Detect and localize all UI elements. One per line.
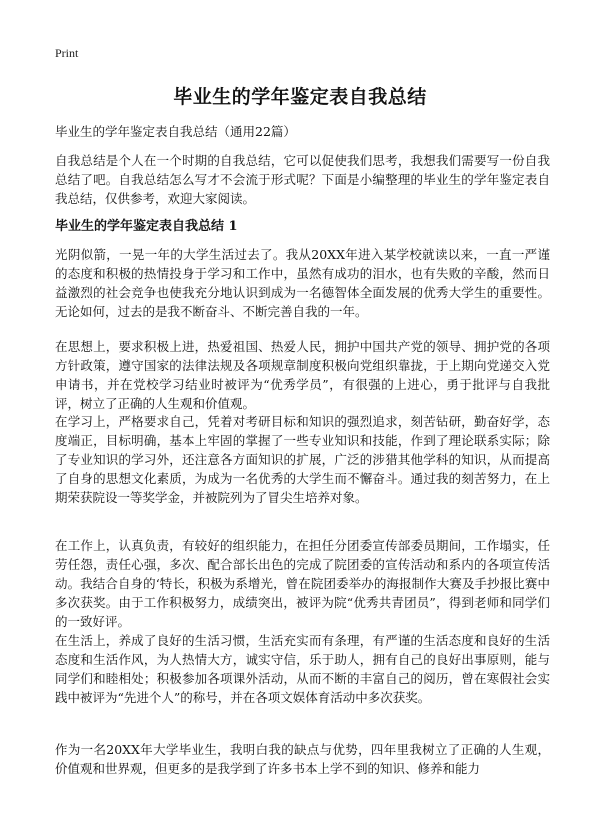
body-paragraph: 在工作上，认真负责，有较好的组织能力，在担任分团委宣传部委员期间，工作塌实，任劳任怨，责任心强，多次、配合部长出色的完成了院团委的宣传活动和系内的各项宣传活动。我结合自身的‘特长，积极为系增光，曾在院团委举办的海报制作大赛及手抄报比赛中多次获奖。由于工作积极努力，成绩突出，被评为院“优秀共青团员”，得到老师和同学们的一致好评。 <box>55 538 550 629</box>
body-paragraph: 光阴似箭，一晃一年的大学生活过去了。我从20XX年进入某学校就读以来，一直一严谨的态度和积极的热情投身于学习和工作中，虽然有成功的泪水，也有失败的辛酸，然而日益激烈的社会竞争也使我充分地认识到成为一名德智体全面发展的优秀大学生的重要性。无论如何，过去的是我不断奋斗、不断完善自我的一年。 <box>55 247 550 319</box>
page-title: 毕业生的学年鉴定表自我总结 <box>173 86 427 108</box>
body-paragraph: 在学习上，严格要求自己，凭着对考研目标和知识的强烈追求，刻苦钻研，勤奋好学，态度端正，目标明确，基本上牢固的掌握了一些专业知识和技能，作到了理论联系实际；除了专业知识的学习外，还注意各方面知识的扩展，广泛的涉猎其他学科的知识，从而提高了自身的思想文化素质，为成为一名优秀的大学生而不懈奋斗。通过我的刻苦努力，在上期荣获院设一等奖学金，并被院列为了冒尖生培养对象。 <box>55 414 550 505</box>
body-paragraph: 在生活上，养成了良好的生活习惯，生活充实而有条理，有严谨的生活态度和良好的生活态度和生活作风，为人热情大方，诚实守信，乐于助人，拥有自己的良好出事原则，能与同学们和睦相处；积极参加各项课外活动，从而不断的丰富自己的阅历，曾在寒假社会实践中被评为“先进个人”的称号，并在各项文娱体育活动中多次获奖。 <box>55 633 550 705</box>
body-paragraph: 在思想上，要求积极上进，热爱祖国、热爱人民，拥护中国共产党的领导、拥护党的各项方针政策，遵守国家的法律法规及各项规章制度积极向党组织靠拢，于上期向党递交入党申请书，并在党校学习结业时被评为“优秀学员”，有很强的上进心，勇于批评与自我批评，树立了正确的人生观和价值观。 <box>55 339 550 411</box>
section-heading: 毕业生的学年鉴定表自我总结 1 <box>55 219 238 234</box>
body-paragraph: 作为一名20XX年大学毕业生，我明白我的缺点与优势，四年里我树立了正确的人生观，价值观和世界观，但更多的是我学到了许多书本上学不到的知识、修养和能力 <box>55 742 550 776</box>
print-link[interactable]: Print <box>55 46 79 60</box>
intro-paragraph: 自我总结是个人在一个时期的自我总结，它可以促使我们思考，我想我们需要写一份自我总结了吧。自我总结怎么写才不会流于形式呢？下面是小编整理的毕业生的学年鉴定表自我总结，仅供参考，欢迎大家阅读。 <box>55 153 550 206</box>
document-subtitle: 毕业生的学年鉴定表自我总结（通用22篇） <box>55 124 296 139</box>
